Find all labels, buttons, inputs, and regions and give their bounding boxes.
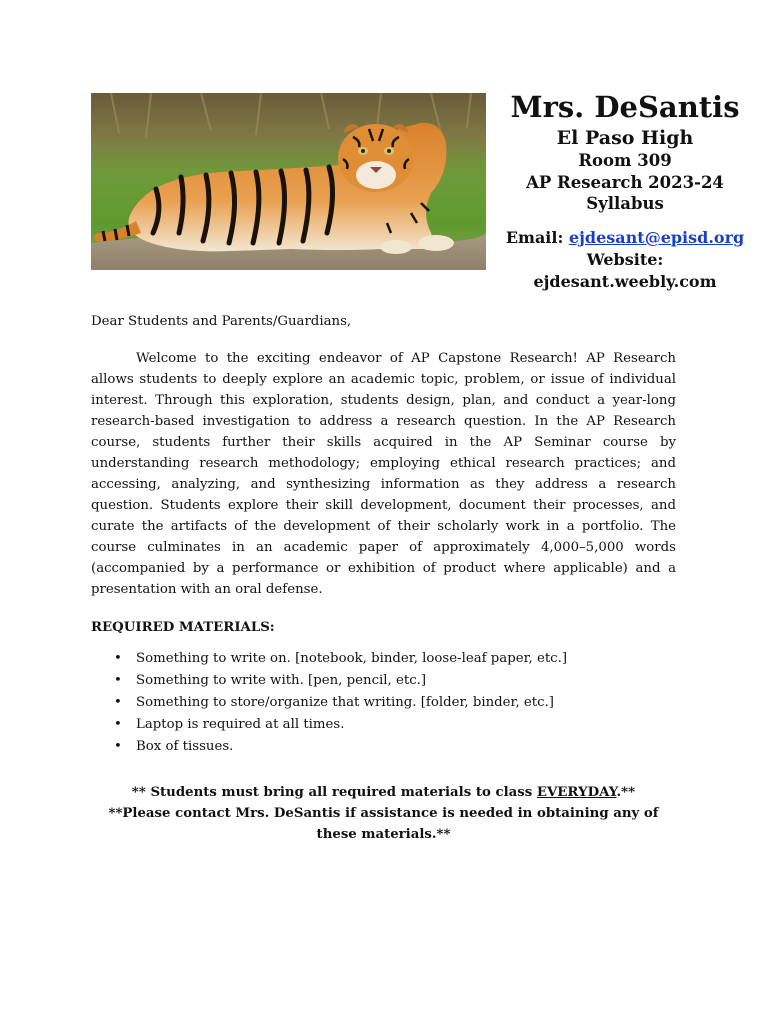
materials-list xyxy=(91,648,676,758)
course-title: AP Research 2023-24 xyxy=(526,172,724,192)
notice-line-1 xyxy=(91,782,676,803)
materials-notice xyxy=(91,782,676,845)
tiger-icon xyxy=(91,93,486,270)
email-link[interactable]: ejdesant@episd.org xyxy=(568,227,745,247)
materials-heading: REQUIRED MATERIALS: xyxy=(91,620,275,635)
everyday-emphasis: EVERYDAY xyxy=(536,785,617,800)
list-item: • Something to write on. [notebook, binder, loose-leaf paper, etc.] xyxy=(136,648,676,670)
email-label: Email: xyxy=(505,227,564,247)
website-url: ejdesant.weebly.com xyxy=(533,271,717,291)
notice-line-2: **Please contact Mrs. DeSantis if assistance is needed in obtaining any of these materials.** xyxy=(108,806,659,842)
contact-info xyxy=(500,227,750,293)
teacher-name: Mrs. DeSantis xyxy=(510,90,740,124)
school-name: El Paso High xyxy=(556,127,694,149)
welcome-paragraph: Welcome to the exciting endeavor of AP Capstone Research! AP Research allows students to deeply explore an academic topic, problem, or issue of individual interest. Through this exploration, students design, plan, and conduct a year-long research-based investigation to address a research question. In the AP Research course, students further their skills acquired in the AP Seminar course by understanding research methodology; employing ethical research practices; and accessing, analyzing, and synthesizing information as they address a research question. Students explore their skill development, document their processes, and curate the artifacts of the development of their scholarly work in a portfolio. The course culminates in an academic paper of approximately 4,000–5,000 words (accompanied by a performance or exhibition of product where applicable) and a presentation with an oral defense. xyxy=(91,351,676,597)
website-line xyxy=(500,249,750,293)
list-item: • Something to write with. [pen, pencil, etc.] xyxy=(136,670,676,692)
email-line xyxy=(500,227,750,249)
document-type: Syllabus xyxy=(586,194,664,213)
notice-text-end: .** xyxy=(616,785,636,800)
salutation: Dear Students and Parents/Guardians, xyxy=(91,314,352,329)
list-item: • Box of tissues. xyxy=(136,736,676,758)
notice-text-start: ** Students must bring all required materials to class xyxy=(131,785,537,800)
room-number: Room 309 xyxy=(578,151,672,170)
list-item: • Something to store/organize that writing. [folder, binder, etc.] xyxy=(136,692,676,714)
header-block xyxy=(500,88,750,293)
tiger-photo xyxy=(91,93,486,270)
website-label: Website: xyxy=(586,249,664,269)
list-item: • Laptop is required at all times. xyxy=(136,714,676,736)
letter-body xyxy=(91,311,676,758)
